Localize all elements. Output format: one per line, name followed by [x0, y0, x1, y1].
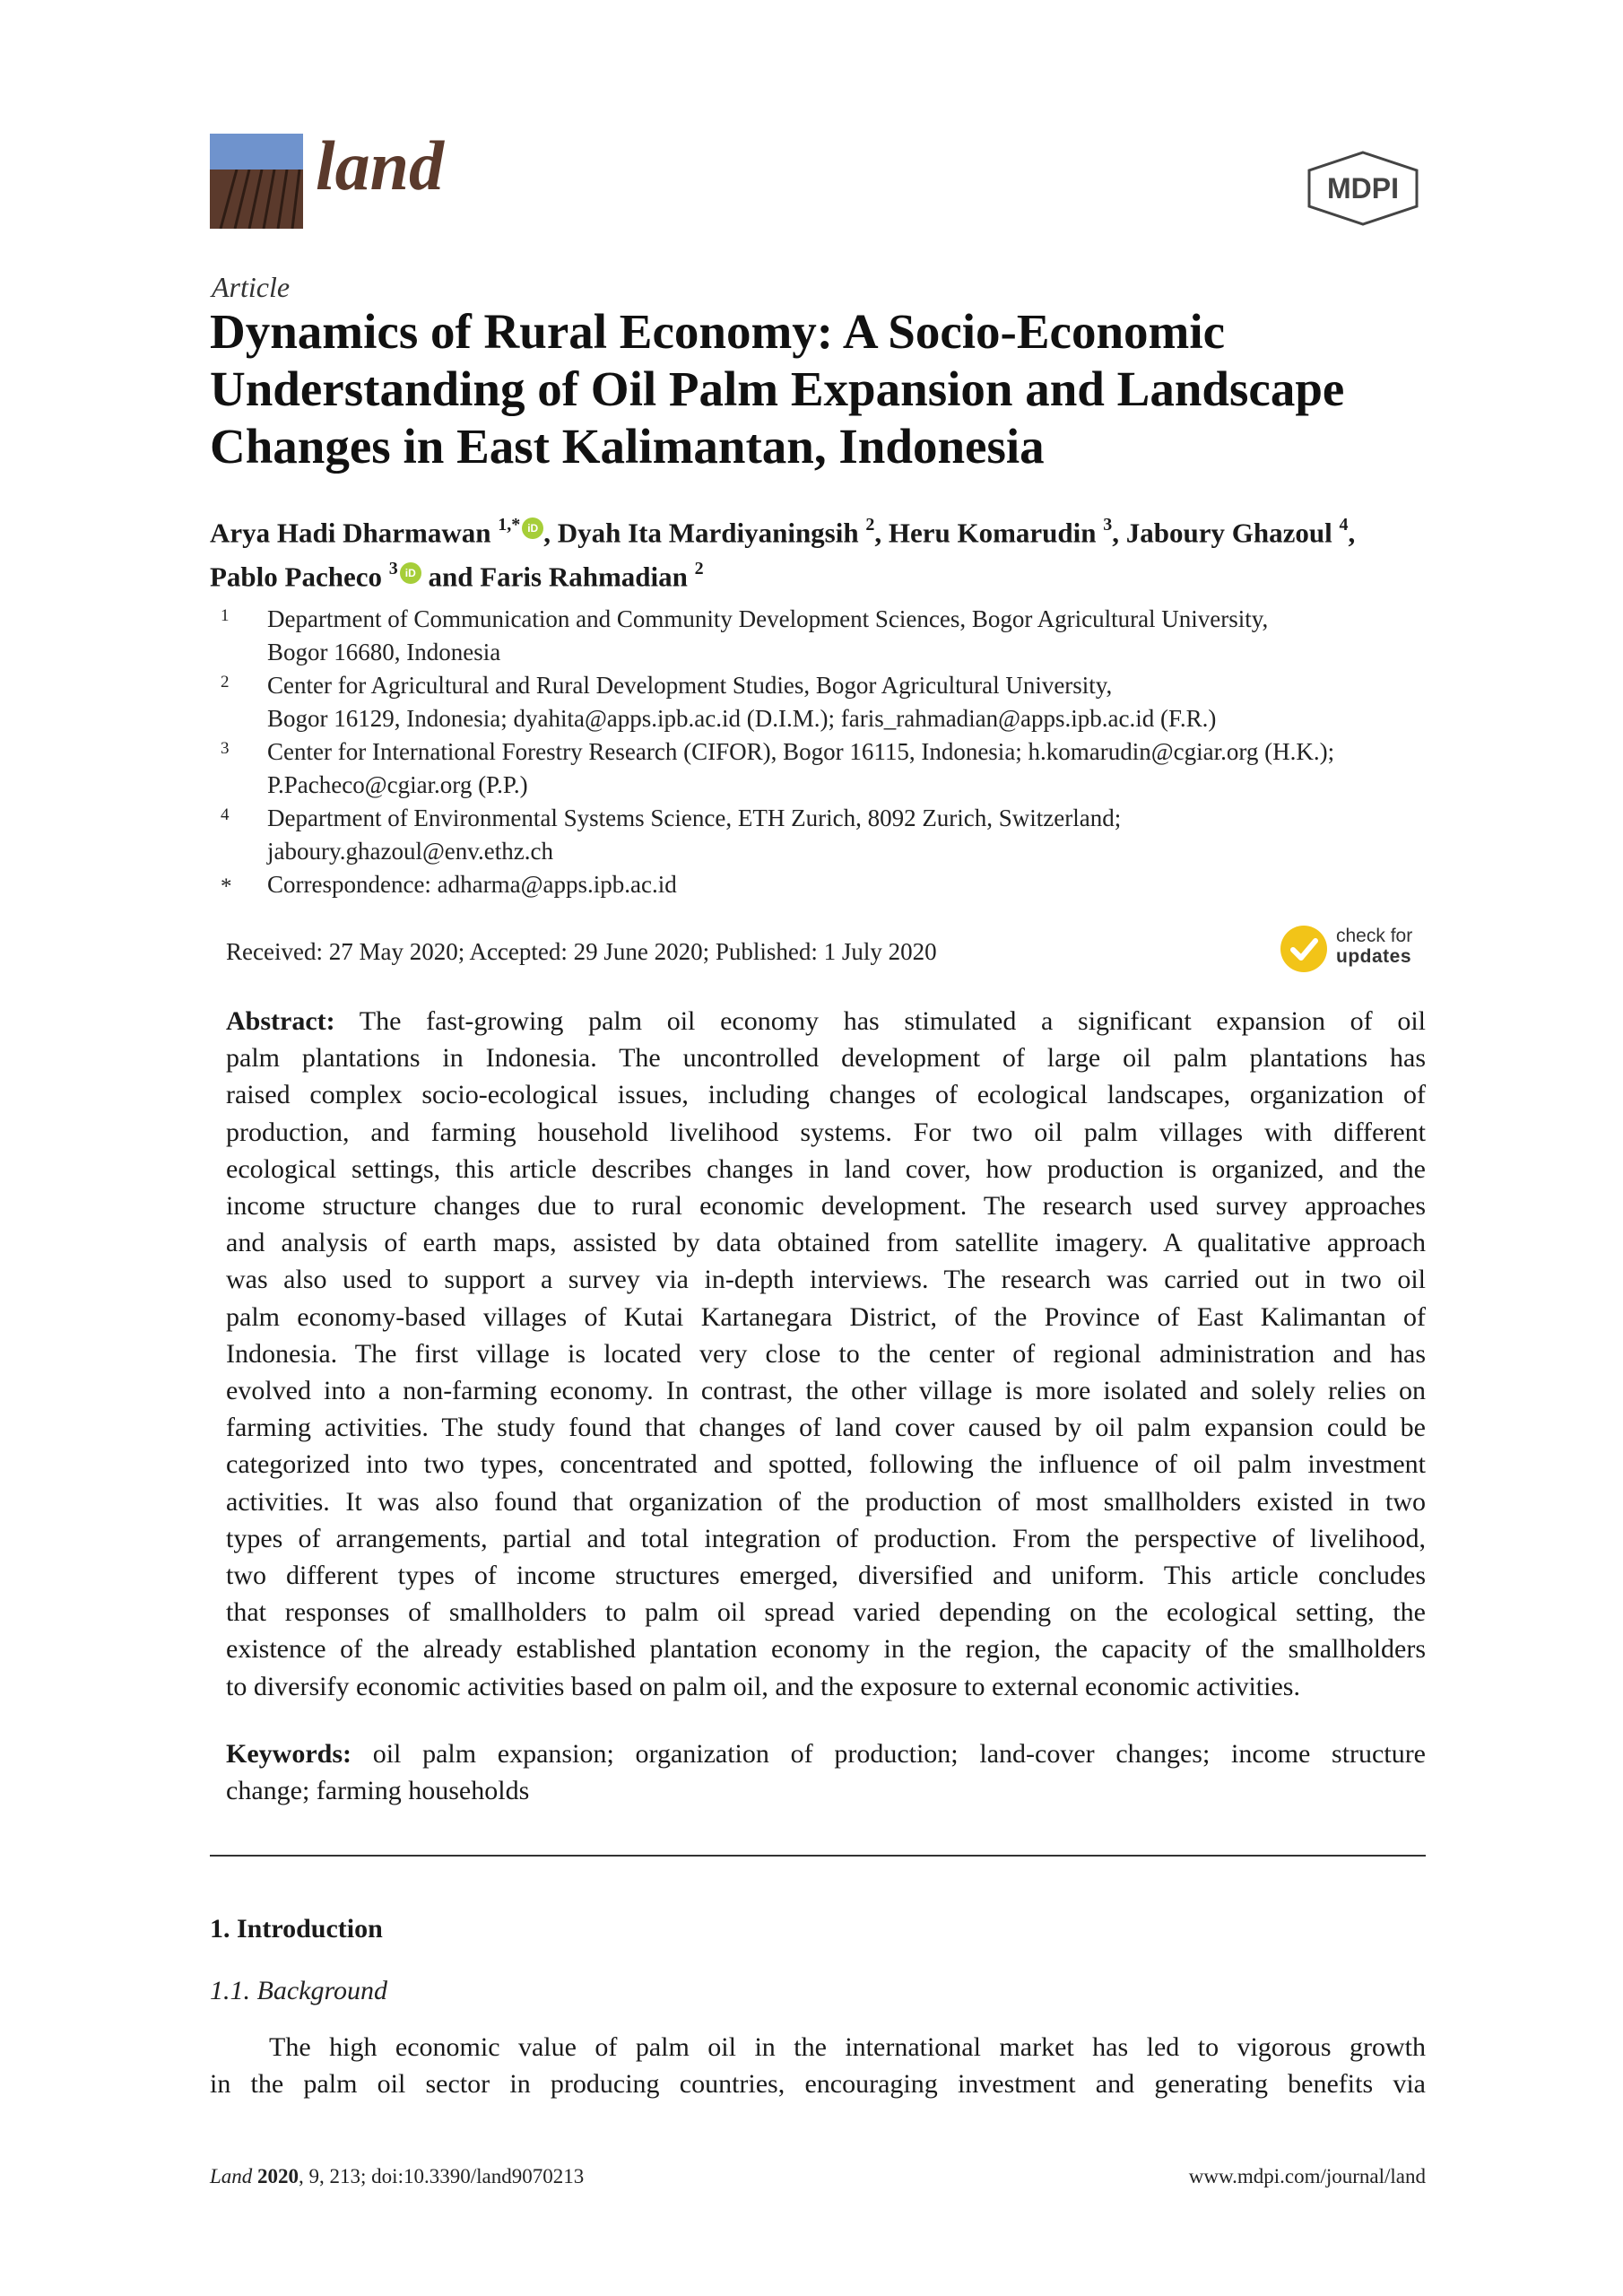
correspondence-item [221, 868, 1476, 901]
journal-name: land [316, 126, 445, 204]
affiliation-text[interactable]: jaboury.ghazoul@env.ethz.ch [267, 838, 553, 865]
author-affiliation-mark: 1,* [498, 515, 521, 535]
affiliation-number: 4 [221, 805, 230, 824]
affiliation-list [221, 603, 1476, 901]
article-title [210, 303, 1465, 475]
affiliation-text: Bogor 16680, Indonesia [267, 639, 501, 665]
affiliation-text[interactable]: Bogor 16129, Indonesia; dyahita@apps.ipb.ac.id (D.I.M.); faris_rahmadian@apps.ipb.ac.id (F.R.) [267, 705, 1217, 732]
orcid-icon[interactable]: iD [522, 517, 543, 539]
abstract-line: production, and farming household livelihood systems. For two oil palm villages with different [226, 1117, 1426, 1147]
journal-logo [210, 134, 303, 229]
abstract-line: activities. It was also found that organization of the production of most smallholders existed in two [226, 1486, 1426, 1517]
title-line: Changes in East Kalimantan, Indonesia [210, 419, 1045, 474]
footer-citation: , 9, 213; doi:10.3390/land9070213 [299, 2165, 585, 2187]
abstract-line: that responses of smallholders to palm oil spread varied depending on the ecological setting, the [226, 1597, 1426, 1628]
abstract-line: raised complex socio-ecological issues, including changes of ecological landscapes, organization of [226, 1080, 1426, 1110]
author-name[interactable]: and Faris Rahmadian [421, 561, 688, 593]
title-line: Understanding of Oil Palm Expansion and Landscape [210, 361, 1345, 416]
section-divider [210, 1855, 1426, 1857]
author-affiliation-mark: 3 [1103, 515, 1113, 535]
abstract-line: farming activities. The study found that changes of land cover caused by oil palm expansion could be [226, 1413, 1426, 1443]
correspondence-text[interactable]: Correspondence: adharma@apps.ipb.ac.id [267, 871, 677, 898]
author-affiliation-mark: 2 [865, 515, 875, 535]
affiliation-item [221, 735, 1476, 802]
affiliation-item [221, 669, 1476, 735]
keywords-label: Keywords: [226, 1739, 352, 1769]
affiliation-text: Center for Agricultural and Rural Development Studies, Bogor Agricultural University, [267, 672, 1113, 699]
affiliation-text: Department of Communication and Community Development Sciences, Bogor Agricultural University, [267, 605, 1269, 632]
publication-dates: Received: 27 May 2020; Accepted: 29 June 2020; Published: 1 July 2020 [226, 938, 937, 965]
abstract-line: types of arrangements, partial and total integration of production. From the perspective of livelihood, [226, 1523, 1426, 1553]
author-affiliation-mark: 4 [1339, 515, 1349, 535]
check-for-updates-label: updates [1336, 946, 1412, 967]
body-paragraph [210, 2029, 1426, 2102]
abstract-text: The fast-growing palm oil economy has stimulated a significant expansion of oil [334, 1006, 1426, 1036]
abstract-line: was also used to support a survey via in-depth interviews. The research was carried out in two oil [226, 1265, 1426, 1295]
author-name[interactable]: , Dyah Ita Mardiyaningsih [543, 517, 859, 549]
abstract-line: income structure changes due to rural economic development. The research used survey approaches [226, 1191, 1426, 1222]
abstract [226, 1003, 1426, 1705]
check-for-updates-icon [1280, 926, 1327, 972]
keywords [226, 1735, 1426, 1809]
abstract-line: palm economy-based villages of Kutai Kartanegara District, of the Province of East Kalimantan of [226, 1301, 1426, 1332]
abstract-line: two different types of income structures emerged, diversified and uniform. This article concludes [226, 1561, 1426, 1591]
orcid-icon[interactable]: iD [400, 562, 421, 584]
citation-footer [210, 2165, 584, 2188]
author-name[interactable]: , Heru Komarudin [874, 517, 1097, 549]
subsection-heading: 1.1. Background [210, 1976, 388, 2005]
abstract-line: palm plantations in Indonesia. The uncontrolled development of large oil palm plantations has [226, 1043, 1426, 1074]
abstract-line: Indonesia. The first village is located very close to the center of regional administration and has [226, 1338, 1426, 1369]
affiliation-text: Department of Environmental Systems Science, ETH Zurich, 8092 Zurich, Switzerland; [267, 804, 1122, 831]
author-separator: , [1348, 517, 1356, 549]
abstract-line: evolved into a non-farming economy. In contrast, the other village is more isolated and solely relies on [226, 1376, 1426, 1406]
logo-field [210, 170, 303, 229]
author-name[interactable]: Pablo Pacheco [210, 561, 382, 593]
mdpi-logo-text: MDPI [1327, 172, 1399, 204]
keywords-text: oil palm expansion; organization of production; land-cover changes; income structure [351, 1739, 1426, 1769]
mdpi-logo [1302, 149, 1424, 228]
author-affiliation-mark: 2 [694, 559, 704, 579]
body-line: The high economic value of palm oil in the international market has led to vigorous growth [269, 2032, 1426, 2062]
affiliation-text[interactable]: P.Pacheco@cgiar.org (P.P.) [267, 771, 528, 798]
body-line: in the palm oil sector in producing countries, encouraging investment and generating benefits via [210, 2069, 1426, 2099]
keywords-text: change; farming households [226, 1776, 530, 1805]
author-affiliation-mark: 3 [388, 559, 398, 579]
affiliation-number: 2 [221, 673, 230, 691]
affiliation-text[interactable]: Center for International Forestry Research (CIFOR), Bogor 16115, Indonesia; h.komarudin@cgiar.org (H.K.); [267, 738, 1335, 765]
article-type: Article [212, 271, 291, 303]
affiliation-number: 3 [221, 739, 230, 758]
section-heading: 1. Introduction [210, 1914, 383, 1944]
correspondence-mark: * [221, 874, 232, 899]
abstract-line: to diversify economic activities based on palm oil, and the exposure to external economic activities. [226, 1671, 1300, 1701]
author-list [210, 508, 1465, 596]
affiliation-number: 1 [221, 606, 230, 625]
author-name[interactable]: Arya Hadi Dharmawan [210, 517, 491, 549]
footer-journal: Land [210, 2165, 253, 2187]
affiliation-item [221, 603, 1476, 669]
logo-sky [210, 134, 303, 170]
abstract-line: and analysis of earth maps, assisted by data obtained from satellite imagery. A qualitative approach [226, 1228, 1426, 1258]
abstract-label: Abstract: [226, 1006, 335, 1036]
title-line: Dynamics of Rural Economy: A Socio-Economic [210, 304, 1226, 359]
check-for-updates-label: check for [1336, 926, 1413, 946]
check-for-updates-button[interactable] [1280, 924, 1433, 976]
abstract-line: ecological settings, this article describes changes in land cover, how production is organized, and the [226, 1153, 1426, 1184]
affiliation-item [221, 802, 1476, 868]
abstract-line: existence of the already established plantation economy in the region, the capacity of the smallholders [226, 1634, 1426, 1665]
author-name[interactable]: , Jaboury Ghazoul [1112, 517, 1332, 549]
abstract-line: categorized into two types, concentrated and spotted, following the influence of oil palm investment [226, 1449, 1426, 1480]
journal-url-link[interactable]: www.mdpi.com/journal/land [1188, 2165, 1426, 2187]
footer-year: 2020 [252, 2165, 299, 2187]
